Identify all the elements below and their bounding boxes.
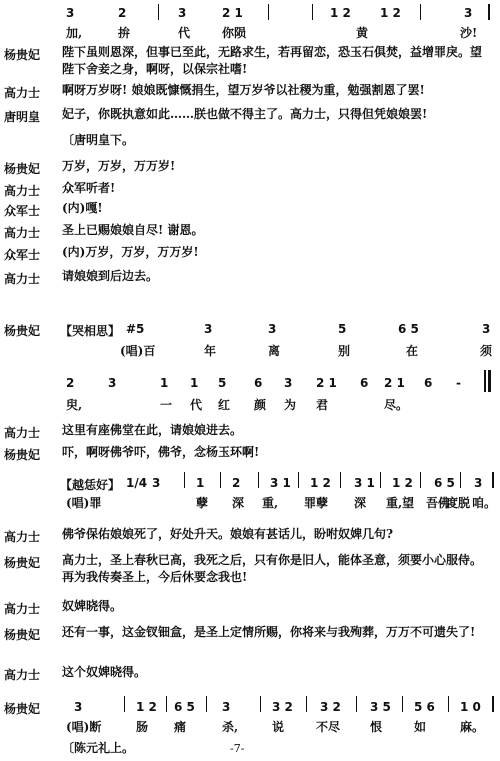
note: 1 2 xyxy=(330,6,351,20)
note: 3 xyxy=(66,6,75,20)
line-text: 妃子，你既执意如此……朕也做不得主了。高力士，只得但凭娘娘罢! xyxy=(62,107,428,121)
speaker: 杨贵妃 xyxy=(4,628,41,642)
note: 2 xyxy=(66,376,75,390)
note: 3 xyxy=(482,322,491,336)
speaker: 众军士 xyxy=(4,248,41,262)
bar-line xyxy=(124,696,125,712)
note: 5 6 xyxy=(414,700,435,714)
lyric: 重,望 xyxy=(386,496,415,510)
bar-line xyxy=(268,4,269,20)
note: 3 xyxy=(268,322,277,336)
note: 1 2 xyxy=(310,476,331,490)
lyric: 孽 xyxy=(196,496,209,510)
lyric: 离 xyxy=(268,344,281,358)
note: 3 xyxy=(108,376,117,390)
speaker: 高力士 xyxy=(4,530,41,544)
speaker: 高力士 xyxy=(4,184,41,198)
line-text: 万岁，万岁，万万岁! xyxy=(62,159,176,173)
lyric: 颜 xyxy=(254,398,267,412)
line-text: 请娘娘到后边去。 xyxy=(62,269,159,283)
lyric: 咱。 xyxy=(472,496,497,510)
note: 2 1 xyxy=(222,6,243,20)
note: 6 5 xyxy=(174,700,195,714)
lyric: 肠 xyxy=(136,720,149,734)
lyric: 恨 xyxy=(370,720,383,734)
bar-line xyxy=(356,696,357,712)
final-bar-line xyxy=(488,370,491,392)
speaker: 杨贵妃 xyxy=(4,324,41,338)
speaker: 众军士 xyxy=(4,204,41,218)
note: 6 5 xyxy=(434,476,455,490)
bar-line xyxy=(306,696,307,712)
lyric: 沙! xyxy=(460,26,478,40)
lyric: 代 xyxy=(178,26,191,40)
bar-line xyxy=(492,696,494,712)
line-text: 陛下虽则恩深，但事已至此，无路求生，若再留恋，恐玉石俱焚，益增罪戾。望陛下舍妾之身，啊呀，以保宗社嗜! xyxy=(62,45,483,76)
note: 2 1 xyxy=(316,376,337,390)
note: 3 2 xyxy=(272,700,293,714)
page-number: -7- xyxy=(230,742,245,755)
line-text: 吓，啊呀佛爷吓，佛爷，念杨玉环啊! xyxy=(62,445,260,459)
speaker: 高力士 xyxy=(4,272,41,286)
lyric: 深 xyxy=(232,496,245,510)
bar-line xyxy=(340,472,341,488)
note: 3 xyxy=(178,6,187,20)
note: 3 xyxy=(464,6,473,20)
bar-line xyxy=(448,696,449,712)
lyric: 别 xyxy=(338,344,351,358)
note: 3 xyxy=(474,476,483,490)
line-text: 圣上已赐娘娘自尽! 谢恩。 xyxy=(62,223,204,237)
lyric: 深 xyxy=(354,496,367,510)
stage-direction: 〔唐明皇下。 xyxy=(62,133,135,147)
key-signature: #5 xyxy=(126,322,145,336)
note: 1 xyxy=(190,376,199,390)
lyric: 度脱 xyxy=(446,496,471,510)
line-text: 高力士，圣上春秋已高，我死之后，只有你是旧人，能体圣意，须要小心服侍。再为我传奏圣上，今后休要念我也! xyxy=(62,553,483,584)
line-text: (内)万岁，万岁，万万岁! xyxy=(62,245,199,259)
lyric: 拚 xyxy=(118,26,131,40)
bar-line xyxy=(258,472,259,488)
speaker: 杨贵妃 xyxy=(4,448,41,462)
speaker: 高力士 xyxy=(4,86,41,100)
note: 3 xyxy=(152,476,161,490)
note: 5 xyxy=(338,322,347,336)
lyric: 君 xyxy=(316,398,329,412)
note: 1 xyxy=(196,476,205,490)
bar-line xyxy=(460,472,461,488)
note: - xyxy=(456,376,461,390)
lyric: 你陨 xyxy=(222,26,247,40)
line-text: (内)嘎! xyxy=(62,201,103,215)
lyric: 一 xyxy=(160,398,173,412)
speaker: 杨贵妃 xyxy=(4,162,41,176)
lyric: (唱)罪 xyxy=(66,496,102,510)
lyric: 臾, xyxy=(66,398,83,412)
lyric: (唱)百 xyxy=(120,344,156,358)
note: 1 xyxy=(160,376,169,390)
bar-line xyxy=(158,4,159,20)
bar-line xyxy=(312,4,313,20)
lyric: 罪孽 xyxy=(304,496,329,510)
line-text: 众军听者! xyxy=(62,181,116,195)
lyric: 痛 xyxy=(174,720,187,734)
note: 2 xyxy=(232,476,241,490)
lyric: 为 xyxy=(284,398,297,412)
line-text: 奴婢晓得。 xyxy=(62,599,123,613)
note: 6 xyxy=(254,376,263,390)
lyric: 说 xyxy=(272,720,285,734)
lyric: 在 xyxy=(406,344,419,358)
tune-name: 【越恁好】 xyxy=(60,478,121,492)
lyric: (唱)断 xyxy=(66,720,102,734)
note: 5 xyxy=(218,376,227,390)
lyric: 须 xyxy=(480,344,493,358)
note: 3 1 xyxy=(354,476,375,490)
lyric: 如 xyxy=(414,720,427,734)
note: 1 2 xyxy=(136,700,157,714)
line-text: 啊呀万岁呀! 娘娘既慷慨捐生，望万岁爷以社稷为重，勉强割恩了罢! xyxy=(62,83,425,97)
stage-direction: 〔陈元礼上。 xyxy=(62,741,135,755)
lyric: 麻。 xyxy=(460,720,485,734)
meter: 1/4 xyxy=(126,476,148,490)
lyric: 尽。 xyxy=(384,398,409,412)
note: 3 2 xyxy=(320,700,341,714)
line-text: 还有一事，这金钗钿盒，是圣上定情所赐，你将来与我殉葬，万万不可遗失了! xyxy=(62,625,476,639)
speaker: 杨贵妃 xyxy=(4,702,41,716)
speaker: 杨贵妃 xyxy=(4,556,41,570)
note: 6 5 xyxy=(398,322,419,336)
bar-line xyxy=(206,696,207,712)
note: 2 1 xyxy=(384,376,405,390)
speaker: 杨贵妃 xyxy=(4,48,41,62)
lyric: 代 xyxy=(190,398,203,412)
lyric: 加, xyxy=(66,26,83,40)
lyric: 吾佛 xyxy=(426,496,451,510)
bar-line xyxy=(166,696,167,712)
speaker: 高力士 xyxy=(4,668,41,682)
note: 3 5 xyxy=(370,700,391,714)
final-bar-line xyxy=(484,370,486,392)
bar-line xyxy=(402,696,403,712)
bar-line xyxy=(380,472,381,488)
note: 1 2 xyxy=(392,476,413,490)
bar-line xyxy=(260,696,261,712)
speaker: 高力士 xyxy=(4,226,41,240)
note: 2 xyxy=(118,6,127,20)
lyric: 年 xyxy=(204,344,217,358)
line-text: 这个奴婢晓得。 xyxy=(62,665,147,679)
note: 6 xyxy=(424,376,433,390)
note: 3 xyxy=(204,322,213,336)
lyric: 重, xyxy=(262,496,279,510)
note: 3 1 xyxy=(270,476,291,490)
line-text: 这里有座佛堂在此，请娘娘进去。 xyxy=(62,423,243,437)
note: 3 xyxy=(222,700,231,714)
speaker: 高力士 xyxy=(4,426,41,440)
bar-line xyxy=(220,472,221,488)
note: 3 xyxy=(74,700,83,714)
bar-line xyxy=(420,4,421,20)
bar-line xyxy=(488,4,490,20)
bar-line xyxy=(492,472,494,488)
lyric: 不尽 xyxy=(316,720,341,734)
bar-line xyxy=(420,472,421,488)
lyric: 红 xyxy=(218,398,231,412)
note: 1 0 xyxy=(460,700,481,714)
speaker: 高力士 xyxy=(4,602,41,616)
speaker: 唐明皇 xyxy=(4,110,41,124)
note: 6 xyxy=(360,376,369,390)
bar-line xyxy=(298,472,299,488)
line-text: 佛爷保佑娘娘死了，好处升天。娘娘有甚话儿，盼咐奴婢几句? xyxy=(62,527,394,541)
note: 3 xyxy=(284,376,293,390)
bar-line xyxy=(184,472,185,488)
note: 1 2 xyxy=(380,6,401,20)
tune-name: 【哭相思】 xyxy=(60,324,121,338)
lyric: 杀, xyxy=(222,720,239,734)
lyric: 黄 xyxy=(356,26,369,40)
